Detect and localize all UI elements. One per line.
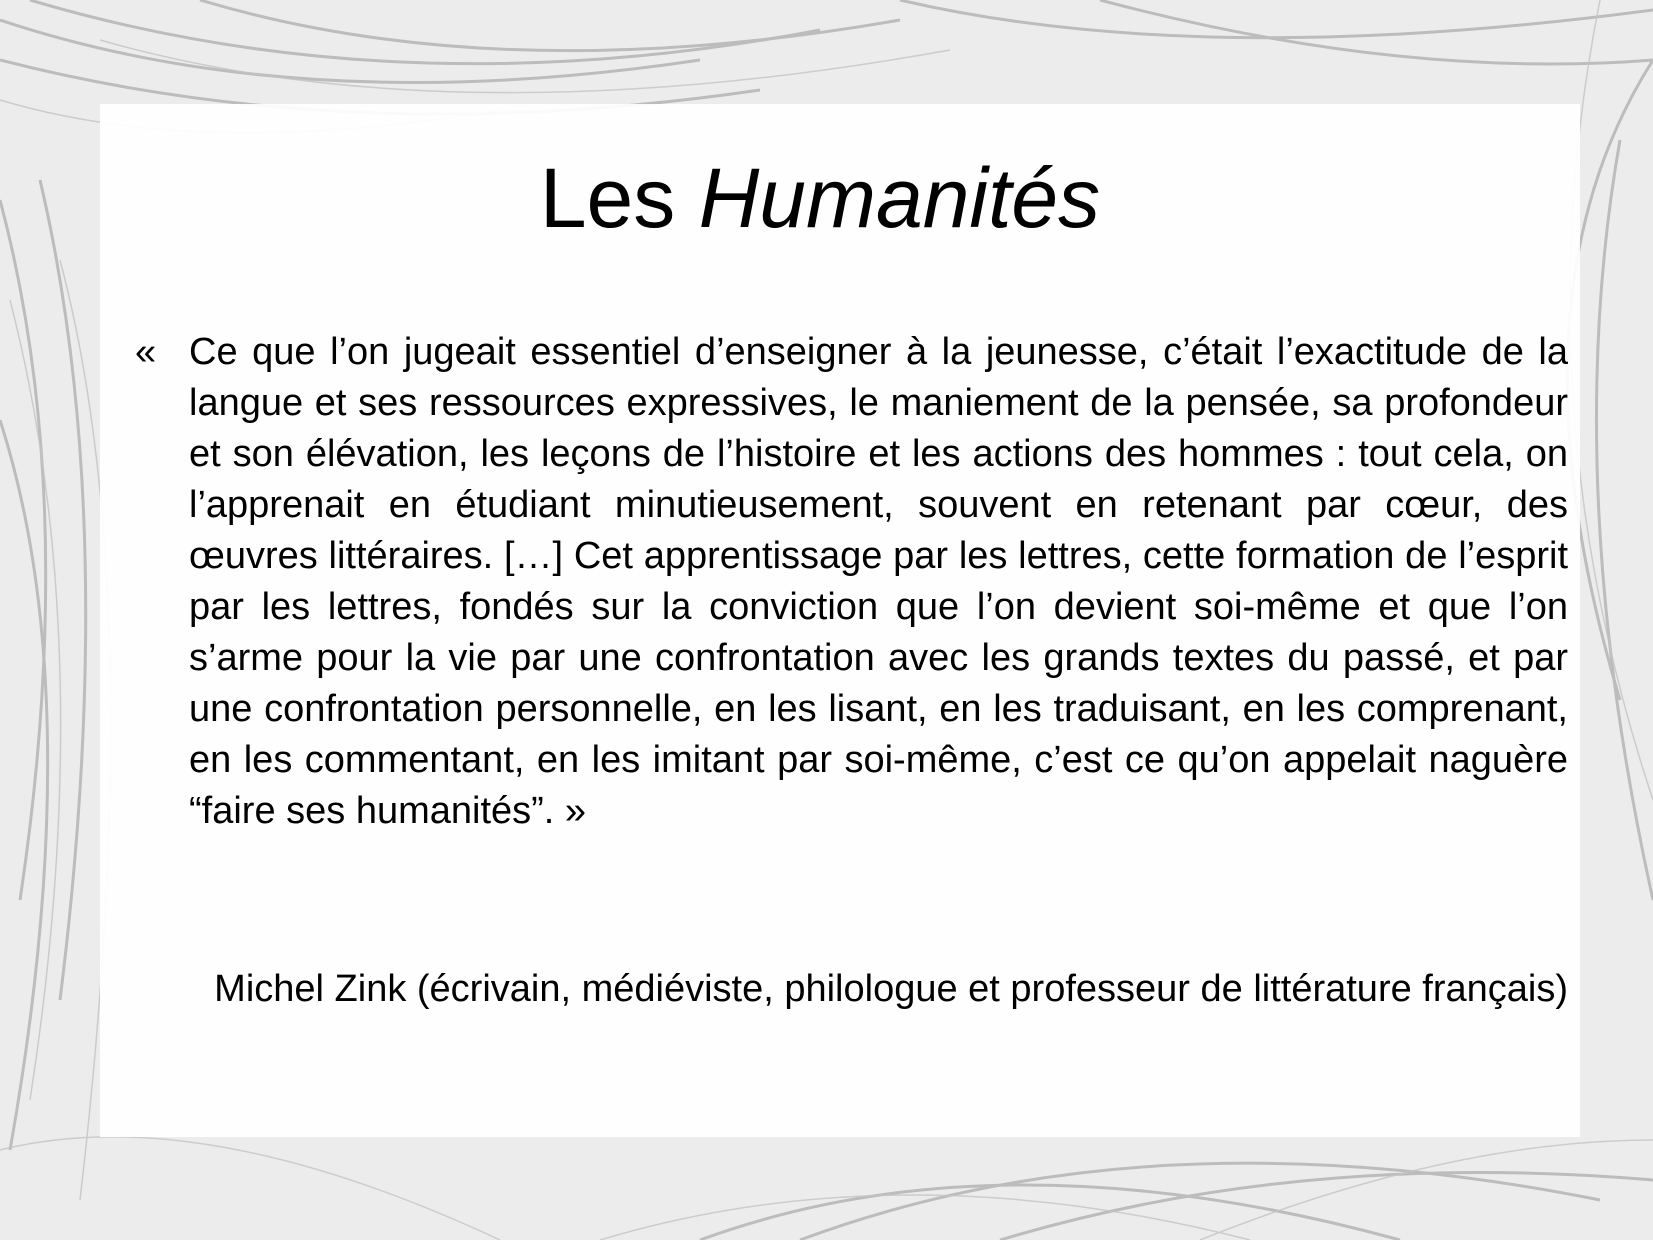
slide-title [0, 148, 1640, 248]
title-plain-text: Les [539, 151, 699, 245]
quote-bullet: « [135, 331, 157, 373]
quote-attribution: Michel Zink (écrivain, médiéviste, philologue et professeur de littérature français) [214, 968, 1568, 1010]
title-italic-text: Humanités [698, 151, 1101, 245]
quote-text: Ce que l’on jugeait essentiel d’enseigner à la jeunesse, c’était l’exactitude de la langue et ses ressources expressives, le maniement de la pensée, sa profondeur et son élévation, les leçons de l’histoire et les actions des hommes : tout cela, on l’apprenait en étudiant minutieusement, souvent en retenant par cœur, des œuvres littéraires. […] Cet apprentissage par les lettres, cette formation de l’esprit par les lettres, fondés sur la conviction que l’on devient soi-même et que l’on s’arme pour la vie par une confrontation avec les grands textes du passé, et par une confrontation personnelle, en les lisant, en les traduisant, en les comprenant, en les commentant, en les imitant par soi-même, c’est ce qu’on appelait naguère “faire ses humanités”. » [189, 331, 1568, 832]
